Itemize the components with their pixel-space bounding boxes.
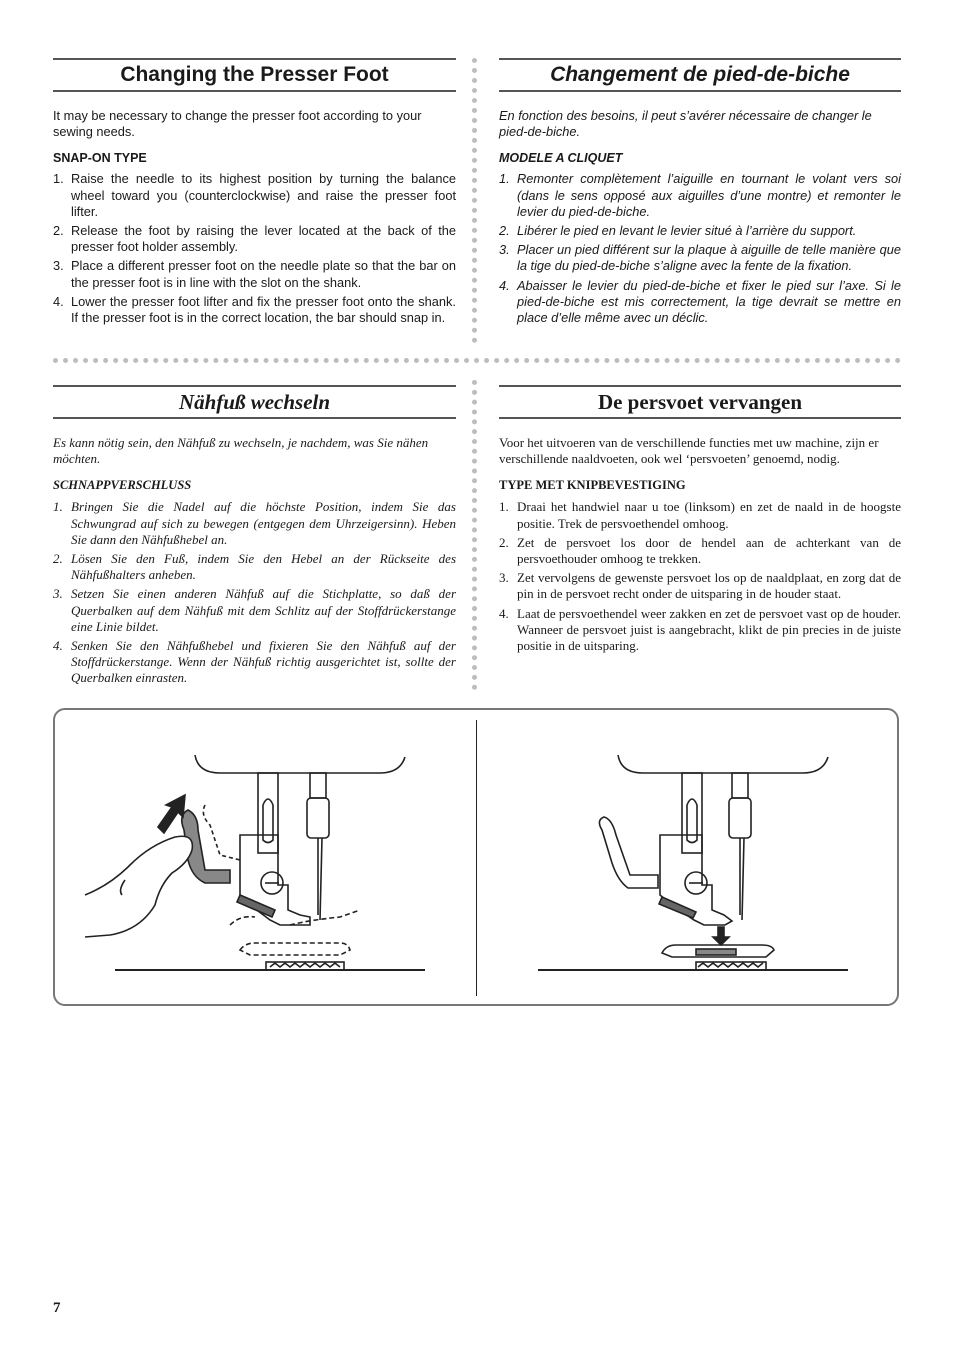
section-subhead: MODELE A CLIQUET	[499, 151, 623, 166]
section-intro: Es kann nötig sein, den Nähfuß zu wechseln, je nachdem, was Sie nähen möchten.	[53, 435, 429, 467]
steps-list	[53, 499, 456, 686]
section-intro: It may be necessary to change the presser foot according to your sewing needs.	[53, 108, 422, 140]
section-subhead: TYPE MET KNIPBEVESTIGING	[499, 478, 686, 493]
step-item: 1. Draai het handwiel naar u toe (linksom) en zet de naald in de hoogste positie. Trek de persvoethendel omhoog.	[499, 499, 901, 531]
step-item: 4. Laat de persvoethendel weer zakken en zet de persvoet vast op de houder. Wanneer de persvoet juist is aangebracht, klikt de pin precies in de juiste positie in de uitsparing.	[499, 605, 901, 654]
steps-list	[499, 171, 901, 326]
horizontal-divider	[53, 358, 901, 363]
section-title: Changement de pied-de-biche	[499, 58, 901, 92]
vertical-divider-bottom	[472, 380, 485, 690]
vertical-divider-top	[472, 58, 485, 343]
step-item: 4. Abaisser le levier du pied-de-biche et fixer le pied sur l’axe. Si le pied-de-biche est mis correctement, la tige devrait se mettre en place d’elle même avec un déclic.	[499, 277, 901, 326]
step-item: 2. Zet de persvoet los door de hendel aan de achterkant van de persvoethouder omhoog te trekken.	[499, 534, 901, 567]
step-item: 2. Release the foot by raising the lever located at the back of the presser foot holder assembly.	[53, 223, 456, 255]
section-german	[53, 385, 456, 690]
section-title: Changing the Presser Foot	[53, 58, 456, 92]
section-intro: Voor het uitvoeren van de verschillende functies met uw machine, zijn er verschillende naaldvoeten, ook wel ‘persvoeten’ genoemd, nodig.	[499, 435, 879, 467]
release-foot-illustration	[80, 745, 460, 985]
steps-list	[499, 499, 901, 654]
section-french	[499, 58, 901, 329]
section-subhead: SNAP-ON TYPE	[53, 151, 147, 166]
section-english	[53, 58, 456, 329]
step-item: 1. Raise the needle to its highest position by turning the balance wheel toward you (counterclockwise) and raise the presser foot lifter.	[53, 171, 456, 219]
section-subhead: SCHNAPPVERSCHLUSS	[53, 478, 192, 493]
page-number: 7	[53, 1300, 61, 1316]
step-item: 3. Zet vervolgens de gewenste persvoet los op de naaldplaat, en zorg dat de pin in de persvoet recht onder de uitsparing in de houder staat.	[499, 570, 901, 602]
step-item: 4. Lower the presser foot lifter and fix the presser foot onto the shank. If the presser foot is in the correct location, the bar should snap in.	[53, 293, 456, 326]
section-title: De persvoet vervangen	[499, 385, 901, 419]
step-item: 2. Libérer le pied en levant le levier situé à l’arrière du support.	[499, 223, 857, 239]
illustration-divider	[476, 720, 477, 996]
section-title: Nähfuß wechseln	[53, 385, 456, 419]
attach-foot-illustration	[500, 745, 880, 985]
step-item: 4. Senken Sie den Nähfußhebel und fixieren Sie den Nähfuß auf der Stoffdrückerstange. Wenn der Nähfuß richtig ausgerichtet ist, sollte der Querbalken einrasten.	[53, 638, 456, 686]
step-item: 1. Bringen Sie die Nadel auf die höchste Position, indem Sie das Schwungrad auf sich zu bewegen (entgegen dem Uhrzeigersinn). Heben Sie dann den Nähfußhebel an.	[53, 499, 456, 547]
step-item: 2. Lösen Sie den Fuß, indem Sie den Hebel an der Rückseite des Nähfußhalters anheben.	[53, 551, 456, 583]
step-item: 3. Placer un pied différent sur la plaque à aiguille de telle manière que la tige du pied-de-biche s’aligne avec la fente de la fixation.	[499, 242, 901, 274]
steps-list	[53, 171, 456, 326]
step-item: 3. Place a different presser foot on the needle plate so that the bar on the presser foot is in line with the slot on the shank.	[53, 258, 456, 290]
step-item: 1. Remonter complètement l’aiguille en tournant le volant vers soi (dans le sens opposé aux aiguilles d’une montre) et remonter le levier du pied-de-biche.	[499, 171, 901, 219]
step-item: 3. Setzen Sie einen anderen Nähfuß auf die Stichplatte, so daß der Querbalken auf dem Nähfuß mit dem Schlitz auf der Stoffdrückerstange eine Linie bildet.	[53, 586, 456, 634]
section-intro: En fonction des besoins, il peut s’avérer nécessaire de changer le pied-de-biche.	[499, 108, 872, 140]
section-dutch	[499, 385, 901, 657]
